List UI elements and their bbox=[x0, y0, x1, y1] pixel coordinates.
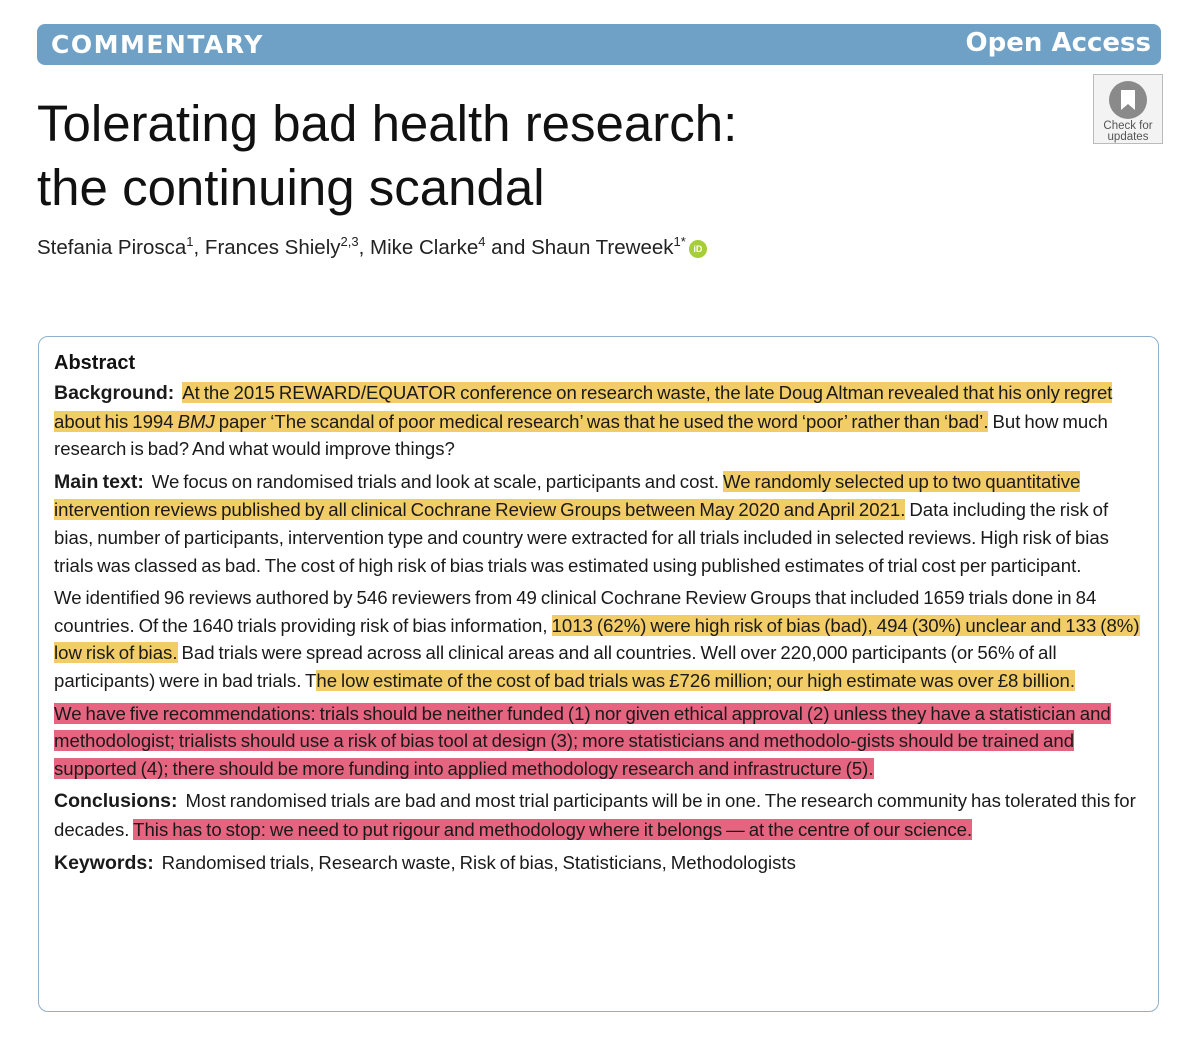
author-name[interactable]: Stefania Pirosca bbox=[37, 236, 187, 259]
section-label-main-text: Main text: bbox=[54, 470, 144, 493]
highlight-recommendations: We have five recommendations: trials should be neither funded (1) nor given ethical approval (2) unless they have a statistician and methodologist; trialists should use a risk of bias tool at design (3); more statisticians and methodolo-gists should be trained and supported (4); there should be more funding into applied methodology research and infrastructure (5). bbox=[54, 702, 1111, 779]
highlight-results-1: 1013 (62%) were high risk of bias (bad), 494 (30%) unclear and 133 (8%) low risk of bias. bbox=[54, 614, 1140, 664]
orcid-icon[interactable]: iD bbox=[689, 240, 707, 258]
abstract-keywords bbox=[54, 849, 1149, 878]
bookmark-icon bbox=[1109, 81, 1147, 119]
article-type-banner bbox=[37, 24, 1161, 65]
check-for-updates-badge[interactable] bbox=[1093, 74, 1163, 144]
affiliation-sup: 2,3 bbox=[340, 234, 359, 249]
highlight-background: At the 2015 REWARD/EQUATOR conference on research waste, the late Doug Altman revealed that his only regret about his 1994 BMJ paper ‘The scandal of poor medical research’ was that he used the word ‘poor’ rather than ‘bad’. bbox=[54, 382, 1113, 432]
affiliation-sup: 1 bbox=[186, 234, 194, 249]
title-line-1: Tolerating bad health research: bbox=[37, 95, 738, 152]
article-type-label: COMMENTARY bbox=[51, 30, 264, 59]
keywords-list: Randomised trials, Research waste, Risk of bias, Statisticians, Methodologists bbox=[161, 851, 796, 873]
author-name[interactable]: Mike Clarke bbox=[370, 236, 479, 259]
abstract-conclusions: Conclusions: Most randomised trials are bad and most trial participants will be in one. The research community has tolerated this for decades. This has to stop: we need to put rigour and methodology where it belongs — at the centre of our science. bbox=[54, 790, 1136, 840]
section-label-keywords: Keywords: bbox=[54, 851, 154, 874]
abstract-results: We identified 96 reviews authored by 546 reviewers from 49 clinical Cochrane Review Groups that included 1659 trials done in 84 countries. Of the 1640 trials providing risk of bias information, 1013 (62%) were high risk of bias (bad), 494 (30%) unclear and 133 (8%) low risk of bias. Bad trials were spread across all clinical areas and all countries. Well over 220,000 participants (or 56% of all participants) were in bad trials. The low estimate of the cost of bad trials was £726 million; our high estimate was over £8 billion. bbox=[54, 587, 1140, 691]
article-title bbox=[37, 92, 1037, 220]
author-list: Stefania Pirosca$^1$, Frances Shiely$^{2,3}$, Mike Clarke$^4$ and Shaun Treweek$^{1*}$ iD bbox=[37, 236, 707, 260]
abstract-recommendations bbox=[54, 700, 1149, 783]
affiliation-sup: 1* bbox=[673, 234, 686, 249]
highlight-conclusions: This has to stop: we need to put rigour and methodology where it belongs — at the centre of our science. bbox=[133, 818, 973, 840]
open-access-label: Open Access bbox=[965, 28, 1151, 58]
affiliation-sup: 4 bbox=[478, 234, 486, 249]
abstract-box bbox=[38, 336, 1159, 1012]
section-label-background: Background: bbox=[54, 382, 175, 404]
author-name[interactable]: Frances Shiely bbox=[204, 236, 341, 259]
highlight-results-2: he low estimate of the cost of bad trials was £726 million; our high estimate was over £8 billion. bbox=[316, 669, 1076, 691]
abstract-background: Background: At the 2015 REWARD/EQUATOR conference on research waste, the late Doug Altman revealed that his only regret about his 1994 BMJ paper ‘The scandal of poor medical research’ was that he used the word ‘poor’ rather than ‘bad’. But how much research is bad? And what would improve things? bbox=[54, 382, 1113, 460]
abstract-main-text: Main text: We focus on randomised trials and look at scale, participants and cost. We randomly selected up to two quantitative intervention reviews published by all clinical Cochrane Review Groups between May 2020 and April 2021. Data including the risk of bias, number of participants, intervention type and country were extracted for all trials included in selected reviews. High risk of bias trials was classed as bad. The cost of high risk of bias trials was estimated using published estimates of trial cost per participant. bbox=[54, 470, 1109, 576]
section-label-conclusions: Conclusions: bbox=[54, 790, 178, 813]
highlight-main-text: We randomly selected up to two quantitative intervention reviews published by all clinical Cochrane Review Groups between May 2020 and April 2021. bbox=[54, 470, 1081, 521]
check-for-updates-text: Check for updates bbox=[1103, 120, 1153, 143]
abstract-heading: Abstract bbox=[54, 352, 136, 374]
author-name[interactable]: Shaun Treweek bbox=[531, 236, 674, 259]
title-line-2: the continuing scandal bbox=[37, 159, 545, 216]
